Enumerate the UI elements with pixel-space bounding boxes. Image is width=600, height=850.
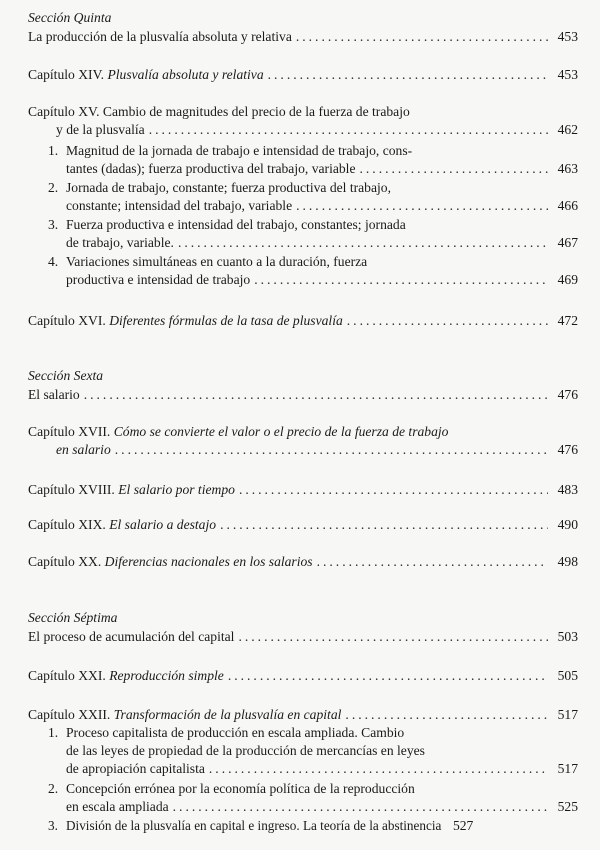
leader-dots — [84, 386, 548, 404]
subentry-number: 3. — [48, 217, 59, 232]
subentry-number: 1. — [48, 725, 59, 740]
entry-text: El salario — [28, 387, 80, 402]
subentry-text: Jornada de trabajo, constante; fuerza productiva del trabajo, — [66, 180, 391, 195]
chapter-label: Capítulo XIV. — [28, 67, 105, 82]
leader-dots — [296, 197, 548, 215]
leader-dots — [178, 234, 548, 252]
chapter-title: El salario a destajo — [109, 517, 217, 532]
subentry-text: Magnitud de la jornada de trabajo e intensidad de trabajo, cons- — [66, 143, 413, 158]
page-number: 469 — [557, 272, 578, 287]
leader-dots — [347, 312, 548, 330]
subentry-text: constante; intensidad del trabajo, variable — [66, 198, 293, 213]
subentry-text: de trabajo, variable. — [66, 235, 174, 250]
chapter-label: Capítulo XX. — [28, 554, 102, 569]
toc-entry-chapter-17[interactable] — [28, 423, 578, 459]
page-number: 517 — [557, 761, 578, 776]
toc-entry-chapter-20[interactable] — [28, 553, 578, 571]
subentry-text: productiva e intensidad de trabajo — [66, 272, 251, 287]
page-number: 505 — [557, 668, 578, 683]
chapter-label: Capítulo XVII. — [28, 424, 111, 439]
subentry-number: 1. — [48, 143, 59, 158]
page-number: 476 — [557, 442, 578, 457]
subentry-text: en escala ampliada — [66, 799, 169, 814]
chapter-title-line-2: en salario — [56, 442, 111, 457]
toc-subentry-22-1[interactable] — [48, 724, 578, 778]
chapter-title-line-2: y de la plusvalía — [56, 122, 145, 137]
toc-entry-seccion-sexta[interactable] — [28, 386, 578, 404]
toc-subentry-15-3[interactable] — [48, 216, 578, 252]
page-number: 490 — [557, 517, 578, 532]
toc-subentry-15-1[interactable] — [48, 142, 578, 178]
subentry-text: Proceso capitalista de producción en escala ampliada. Cambio — [66, 725, 405, 740]
leader-dots — [149, 121, 548, 139]
toc-entry-chapter-15[interactable] — [28, 103, 578, 139]
leader-dots — [239, 481, 548, 499]
toc-entry-chapter-21[interactable] — [28, 667, 578, 685]
leader-dots — [209, 760, 548, 778]
entry-text: La producción de la plusvalía absoluta y relativa — [28, 29, 292, 44]
page-number: 498 — [557, 554, 578, 569]
chapter-title: Diferentes fórmulas de la tasa de plusvalía — [109, 313, 343, 328]
page-number: 517 — [557, 707, 578, 722]
toc-entry-seccion-quinta[interactable] — [28, 28, 578, 46]
leader-dots — [268, 66, 548, 84]
page-number: 467 — [557, 235, 578, 250]
subentry-text: de apropiación capitalista — [66, 761, 205, 776]
toc-entry-chapter-19[interactable] — [28, 516, 578, 534]
entry-text: El proceso de acumulación del capital — [28, 629, 235, 644]
page-number: 453 — [557, 67, 578, 82]
toc-entry-chapter-16[interactable] — [28, 312, 578, 330]
subentry-text: Variaciones simultáneas en cuanto a la duración, fuerza — [66, 254, 368, 269]
toc-entry-seccion-septima[interactable] — [28, 628, 578, 646]
chapter-label: Capítulo XVI. — [28, 313, 106, 328]
toc-entry-chapter-18[interactable] — [28, 481, 578, 499]
page-number: 503 — [557, 629, 578, 644]
subentry-text: de las leyes de propiedad de la producción de mercancías en leyes — [66, 743, 425, 758]
toc-subentry-15-2[interactable] — [48, 179, 578, 215]
subentry-text: tantes (dadas); fuerza productiva del trabajo, variable — [66, 161, 356, 176]
subentry-number: 2. — [48, 180, 59, 195]
chapter-label: Capítulo XIX. — [28, 517, 106, 532]
leader-dots — [317, 553, 548, 571]
subentry-text: Concepción errónea por la economía política de la reproducción — [66, 781, 415, 796]
leader-dots — [115, 441, 548, 459]
leader-dots — [345, 706, 548, 724]
page-number: 463 — [557, 161, 578, 176]
page-number: 525 — [557, 799, 578, 814]
leader-dots — [254, 271, 548, 289]
page-number: 472 — [557, 313, 578, 328]
leader-dots — [173, 798, 548, 816]
toc-subentry-22-3[interactable] — [48, 817, 578, 835]
subentry-number: 4. — [48, 254, 59, 269]
subentry-text: Fuerza productiva e intensidad del trabajo, constantes; jornada — [66, 217, 406, 232]
chapter-title: Transformación de la plusvalía en capital — [113, 707, 342, 722]
page-number: 453 — [557, 29, 578, 44]
chapter-label: Capítulo XXII. — [28, 707, 111, 722]
leader-dots — [296, 28, 548, 46]
chapter-title: Diferencias nacionales en los salarios — [104, 554, 313, 569]
leader-dots — [360, 160, 549, 178]
page-number: 476 — [557, 387, 578, 402]
toc-subentry-22-2[interactable] — [48, 780, 578, 816]
section-heading-sexta: Sección Sexta — [28, 368, 104, 383]
chapter-title: El salario por tiempo — [118, 482, 235, 497]
toc-entry-chapter-22[interactable] — [28, 706, 578, 724]
chapter-title: Plusvalía absoluta y relativa — [107, 67, 264, 82]
toc-entry-chapter-14[interactable] — [28, 66, 578, 84]
page-number: 527 — [452, 818, 474, 833]
chapter-label: Capítulo XVIII. — [28, 482, 115, 497]
leader-dots — [228, 667, 548, 685]
subentry-number: 2. — [48, 781, 59, 796]
leader-dots — [238, 628, 548, 646]
toc-subentry-15-4[interactable] — [48, 253, 578, 289]
chapter-title-line-1: Cómo se convierte el valor o el precio de la fuerza de trabajo — [113, 424, 449, 439]
subentry-number: 3. — [48, 818, 58, 833]
leader-dots — [220, 516, 548, 534]
chapter-title: Reproducción simple — [109, 668, 224, 683]
section-heading-septima: Sección Séptima — [28, 610, 118, 625]
section-heading-quinta: Sección Quinta — [28, 10, 112, 25]
page-number: 462 — [557, 122, 578, 137]
chapter-label: Capítulo XXI. — [28, 668, 106, 683]
subentry-text: División de la plusvalía en capital e ingreso. La teoría de la abstinencia — [66, 818, 442, 833]
page-number: 466 — [557, 198, 578, 213]
page-number: 483 — [557, 482, 578, 497]
chapter-title-line-1: Capítulo XV. Cambio de magnitudes del precio de la fuerza de trabajo — [28, 104, 410, 119]
